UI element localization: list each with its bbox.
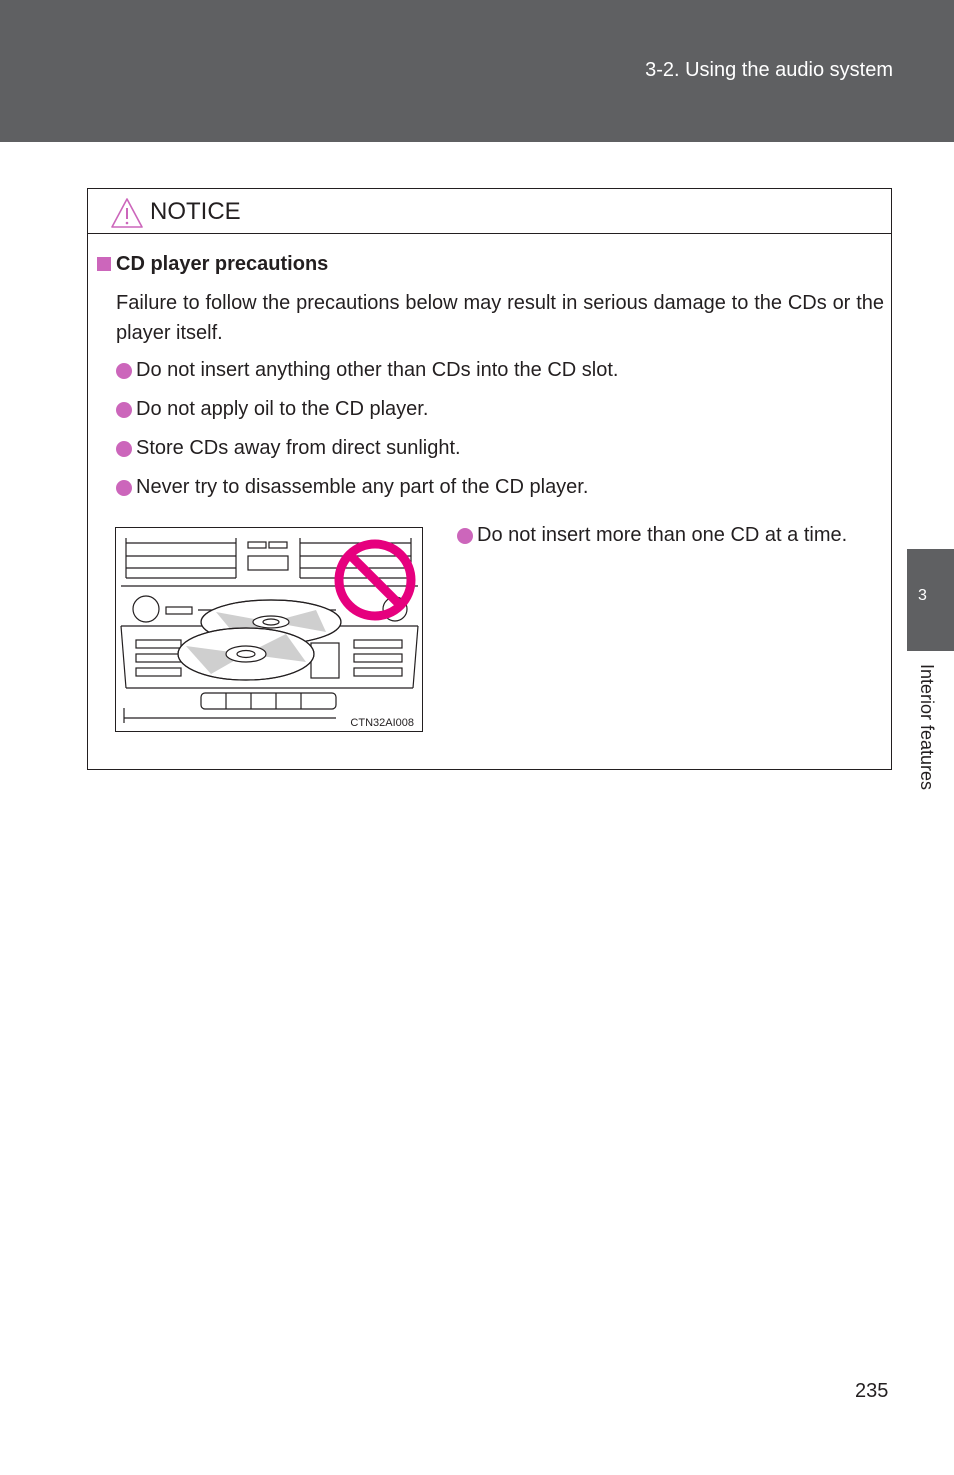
list-item-text: Never try to disassemble any part of the CD player. xyxy=(136,476,589,498)
bullet-dot-icon xyxy=(116,402,132,418)
figure-bullet xyxy=(457,520,897,550)
cd-player-illustration xyxy=(115,527,423,732)
chapter-tab xyxy=(907,549,954,651)
intro-text: Failure to follow the precautions below may result in serious damage to the CDs or the player itself. xyxy=(116,292,884,344)
warning-triangle-icon xyxy=(110,197,144,229)
figure-code: CTN32AI008 xyxy=(350,717,414,729)
bullet-dot-icon xyxy=(116,480,132,496)
notice-box xyxy=(87,188,892,770)
chapter-label-text: Interior features xyxy=(917,664,937,791)
cd-player-drawing xyxy=(116,528,422,731)
section-title: CD player precautions xyxy=(116,253,329,275)
header-band xyxy=(0,0,954,142)
figure-bullet-text: Do not insert more than one CD at a time. xyxy=(477,524,848,546)
list-item xyxy=(116,433,884,472)
chapter-label xyxy=(916,664,940,824)
notice-title: NOTICE xyxy=(150,198,241,225)
list-item-text: Do not apply oil to the CD player. xyxy=(136,398,429,420)
precaution-list xyxy=(116,355,884,511)
list-item xyxy=(116,355,884,394)
page-number: 235 xyxy=(855,1380,889,1402)
list-item xyxy=(116,394,884,433)
section-square-icon xyxy=(97,257,111,271)
list-item-text: Store CDs away from direct sunlight. xyxy=(136,437,461,459)
chapter-number: 3 xyxy=(918,587,927,604)
bullet-dot-icon xyxy=(116,363,132,379)
prohibited-sign-icon xyxy=(339,544,411,616)
list-item xyxy=(116,472,884,511)
notice-header xyxy=(88,189,891,234)
section-header: 3-2. Using the audio system xyxy=(645,59,893,81)
list-item-text: Do not insert anything other than CDs into the CD slot. xyxy=(136,359,619,381)
bullet-dot-icon xyxy=(457,528,473,544)
bullet-dot-icon xyxy=(116,441,132,457)
